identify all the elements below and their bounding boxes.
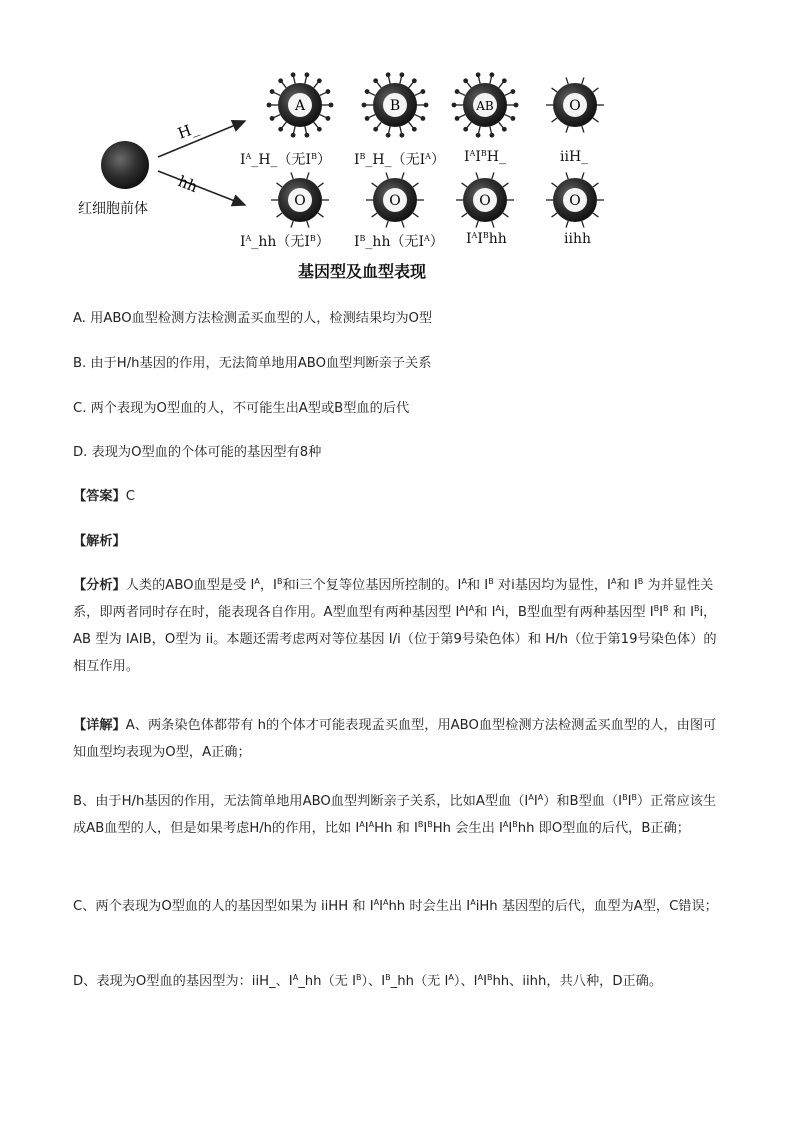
option-a: A. 用ABO血型检测方法检测孟买血型的人，检测结果均为O型 (73, 311, 433, 326)
analysis-heading: 【解析】 (73, 534, 126, 549)
analysis-paragraph: 【分析】人类的ABO血型是受 $I^A$，$I^B$和i三个复等位基因所控制的。$I^A$和 $I^B$ 对i基因均为显性，$I^A$和 $I^B$ 为并显性关系，即两者同时存在时，能表现各自作用。A型血型有两种基因型 $I^AI^A$和 $I^Ai$，B型血型有两种基因型 $I^BI^B$ 和 $I^Bi$，AB 型为 IAIB，O型为 ii。本题还需考虑两对等位基因 I/i（位于第9号染色体）和 H/h（位于第19号染色体）的相互作用。 (73, 577, 717, 674)
detail-b: B、由于H/h基因的作用，无法简单地用ABO血型判断亲子关系，比如A型血$(I^AI^A)$和B型血$(I^BI^B)$正常应该生成AB血型的人，但是如果考虑H/h的作用，比如 $I^AI^AHh$ 和 $I^BI^BHh$ 会生出 $I^AI^Bhh$ 即O型血的后代，B正确； (73, 793, 717, 836)
cell-bottom-1 (271, 172, 329, 227)
option-b: B. 由于H/h基因的作用，无法简单地用ABO血型判断亲子关系 (73, 356, 432, 371)
arrow-bottom-label: hh (175, 172, 201, 197)
cell-letter: O (479, 193, 491, 209)
answer-line (73, 483, 723, 510)
cell-letter: O (389, 193, 401, 209)
cell-bottom-2 (366, 172, 424, 227)
bottom-row-cells (271, 172, 604, 227)
cell-top-4 (546, 77, 604, 132)
cell-top-1 (267, 72, 334, 137)
cell-top-3 (452, 72, 519, 137)
genotype-top-1: $I^A\_H\_$（无$I^B$） (240, 152, 331, 168)
blood-type-figure (60, 65, 620, 295)
precursor-cell (101, 141, 149, 189)
cell-letter: O (294, 193, 306, 209)
cell-letter: A (294, 98, 306, 114)
genotype-bottom-3: $I^AI^Bhh$ (466, 231, 507, 247)
genotype-top-4: iiH_ (560, 149, 589, 165)
cell-bottom-3 (456, 172, 514, 227)
figure-title: 基因型及血型表现 (298, 262, 427, 281)
cell-letter: O (569, 193, 581, 209)
detail-a: 【详解】A、两条染色体都带有 h的个体才可能表现孟买血型，用ABO血型检测方法检测孟买血型的人，由图可知血型均表现为O型，A正确； (73, 718, 717, 760)
arrow-to-top-row (158, 121, 245, 157)
detail-d: D、表现为O型血的基因型为：iiH_、$I^A\_hh$（无 $I^B$）、$I^B\_hh$（无 $I^A$）、$I^AI^Bhh$、iihh，共八种，D正确。 (73, 973, 663, 989)
cell-bottom-4 (546, 172, 604, 227)
cell-letter: O (569, 98, 581, 114)
cell-letter: B (389, 98, 401, 114)
arrow-to-bottom-row (158, 171, 245, 205)
precursor-label: 红细胞前体 (78, 201, 148, 217)
answer-tag: 【答案】 (73, 489, 126, 504)
answer-value: C (125, 489, 135, 504)
genotype-top-3: $I^AI^BH\_$ (464, 149, 506, 165)
genotype-bottom-1: $I^A\_hh$（无$I^B$） (240, 234, 330, 250)
detail-c: C、两个表现为O型血的人的基因型如果为 iiHH 和 $I^AI^Ahh$ 时会生出 $I^AiHh$ 基因型的后代，血型为A型，C错误； (73, 898, 718, 914)
cell-top-2 (362, 72, 429, 137)
cell-letter: AB (476, 99, 494, 113)
option-c: C. 两个表现为O型血的人，不可能生出A型或B型血的后代 (73, 401, 410, 416)
genotype-bottom-2: $I^B\_hh$（无$I^A$） (354, 234, 444, 250)
top-row-cells (267, 72, 604, 137)
genotype-top-2: $I^B\_H\_$（无$I^A$） (354, 152, 445, 168)
option-d: D. 表现为O型血的个体可能的基因型有8种 (73, 445, 322, 460)
genotype-bottom-4: iihh (564, 231, 591, 247)
arrow-top-label: H_ (175, 118, 201, 143)
